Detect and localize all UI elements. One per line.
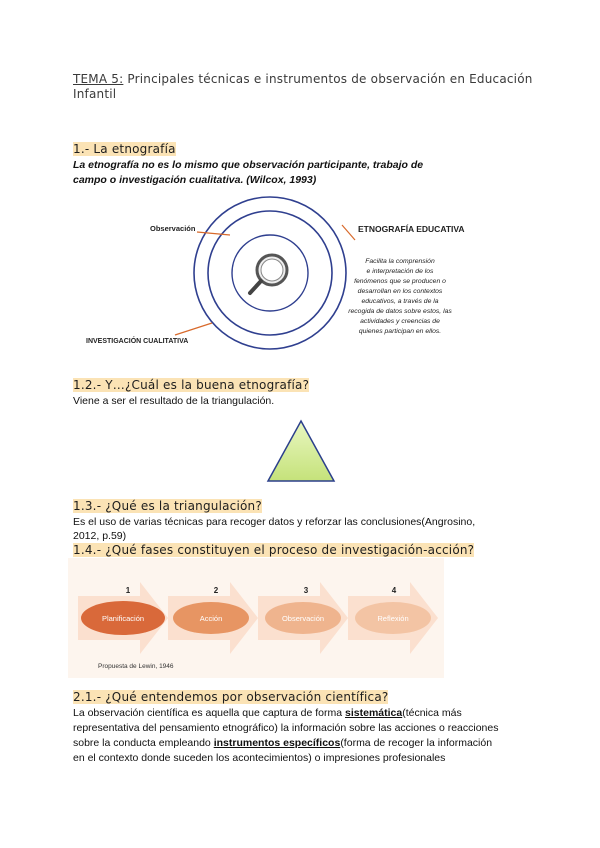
svg-text:desarrollan en los contextos: desarrollan en los contextos	[357, 288, 443, 295]
phase-1-number: 1	[125, 586, 131, 595]
phases-diagram	[68, 558, 444, 678]
svg-text:actividades y creencias de: actividades y creencias de	[360, 318, 440, 325]
text-triangulacion-line2: 2012, p.59)	[73, 530, 127, 542]
observacion-line-1: La observación científica es aquella que captura de forma sistemática(técnica más	[73, 707, 462, 719]
note-text	[348, 258, 452, 335]
svg-text:quienes participan en ellos.: quienes participan en ellos.	[358, 328, 442, 335]
magnifier-icon	[250, 255, 287, 293]
phase-1-label: Planificación	[101, 614, 145, 623]
label-investigacion: INVESTIGACIÓN CUALITATIVA	[86, 338, 189, 345]
svg-text:educativos, a través de la: educativos, a través de la	[361, 298, 439, 305]
observacion-line-3: sobre la conducta empleando instrumentos específicos(forma de recoger la información	[73, 737, 493, 749]
svg-text:e interpretación de los: e interpretación de los	[366, 268, 434, 275]
label-etnografia: ETNOGRAFÍA EDUCATIVA	[358, 224, 465, 234]
phase-4-label: Reflexión	[377, 614, 409, 623]
pointer-observacion	[197, 232, 230, 235]
observacion-line-4: en el contexto donde suceden los acontecimientos) o impresiones profesionales	[73, 752, 446, 764]
text-triangulacion-line1: Es el uso de varias técnicas para recoger datos y reforzar las conclusiones(Angrosino,	[73, 516, 476, 528]
title-text: Principales técnicas e instrumentos de observación en Educación Infantil	[73, 72, 533, 101]
text-triangulacion-result: Viene a ser el resultado de la triangulación.	[73, 395, 275, 407]
keyword-instrumentos: instrumentos específicos	[213, 737, 341, 749]
heading-observacion-cientifica: 2.1.- ¿Qué entendemos por observación científica?	[73, 690, 389, 704]
phase-3-number: 3	[303, 586, 309, 595]
pointer-investigacion	[175, 323, 212, 335]
svg-text:fenómenos que se producen o: fenómenos que se producen o	[354, 278, 446, 285]
pointer-etnografia	[342, 225, 355, 240]
phase-2-label: Acción	[199, 614, 223, 623]
keyword-sistematica: sistemática	[345, 707, 403, 719]
quote-line-2: campo o investigación cualitativa. (Wilcox, 1993)	[73, 174, 317, 186]
phase-3-label: Observación	[281, 614, 325, 623]
triangle-shape	[265, 418, 337, 484]
heading-etnografia: 1.- La etnografía	[73, 142, 176, 156]
phase-2-number: 2	[213, 586, 219, 595]
heading-fases: 1.4.- ¿Qué fases constituyen el proceso de investigación-acción?	[73, 543, 475, 557]
label-observacion: Observación	[150, 224, 196, 233]
heading-triangulacion: 1.3.- ¿Qué es la triangulación?	[73, 499, 262, 513]
svg-text:Facilita la comprensión: Facilita la comprensión	[365, 258, 435, 265]
heading-buena-etnografia: 1.2.- Y…¿Cuál es la buena etnografía?	[73, 378, 310, 392]
title-prefix: TEMA 5:	[73, 72, 124, 86]
page-title	[73, 72, 533, 102]
quote-line-1: La etnografía no es lo mismo que observación participante, trabajo de	[73, 159, 424, 171]
svg-text:recogida de datos sobre estos,: recogida de datos sobre estos, las	[348, 308, 452, 315]
etnografia-diagram	[80, 195, 510, 360]
observacion-line-2: representativa del pensamiento etnográfico) la información sobre las acciones o reacciones	[73, 722, 499, 734]
phases-caption: Propuesta de Lewin, 1946	[98, 663, 174, 670]
phase-4-number: 4	[391, 586, 397, 595]
